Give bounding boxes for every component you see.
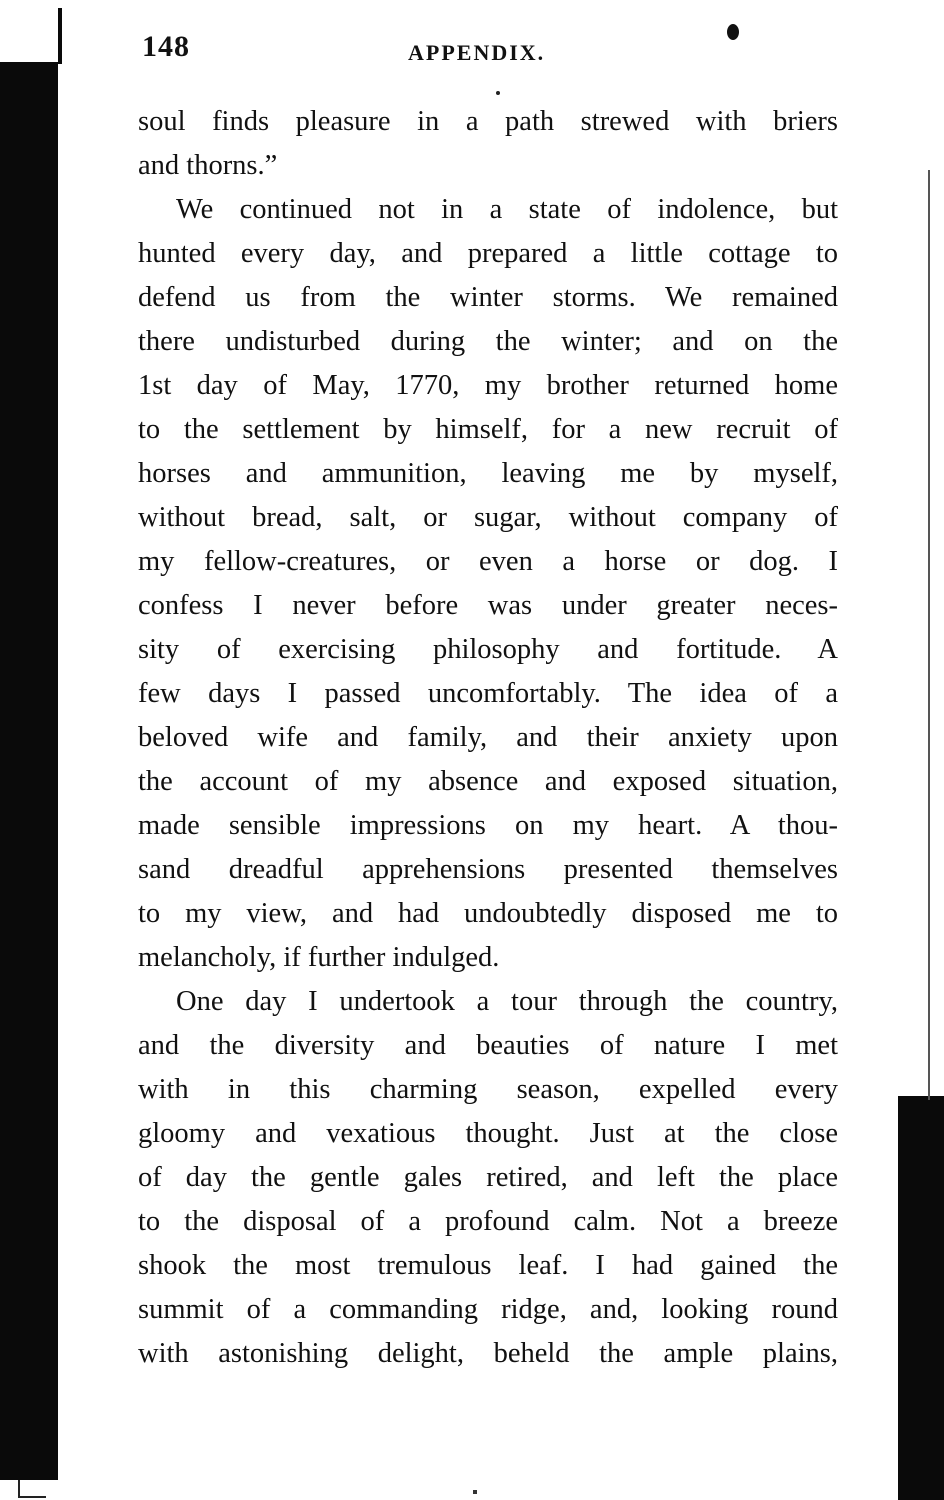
text-line: there undisturbed during the winter; and on the [138,326,838,357]
text-line: to the settlement by himself, for a new recruit of [138,414,838,445]
text-line: summit of a commanding ridge, and, looking round [138,1294,838,1325]
text-line: and thorns.” [138,150,278,181]
text-line: hunted every day, and prepared a little cottage to [138,238,838,269]
text-line: shook the most tremulous leaf. I had gained the [138,1250,838,1281]
text-line: beloved wife and family, and their anxiety upon [138,722,838,753]
body-text [138,100,838,1376]
text-line: few days I passed uncomfortably. The idea of a [138,678,838,709]
text-line: gloomy and vexatious thought. Just at the close [138,1118,838,1149]
text-line: 1st day of May, 1770, my brother returned home [138,370,838,401]
page-number: 148 [142,30,190,63]
text-line: defend us from the winter storms. We remained [138,282,838,313]
text-line: with astonishing delight, beheld the ample plains, [138,1338,838,1369]
ink-spot [727,24,739,40]
text-line: soul finds pleasure in a path strewed with briers [138,106,838,137]
text-line: melancholy, if further indulged. [138,942,500,973]
text-line: horses and ammunition, leaving me by myself, [138,458,838,489]
scan-bottom-rule [18,1496,46,1498]
text-line: We continued not in a state of indolence, but [176,194,838,225]
text-line: One day I undertook a tour through the country, [176,986,838,1017]
text-line: confess I never before was under greater neces- [138,590,838,621]
scan-left-shadow [0,62,58,1480]
text-line: sand dreadful apprehensions presented themselves [138,854,838,885]
text-line: of day the gentle gales retired, and left the place [138,1162,838,1193]
text-line: to the disposal of a profound calm. Not a breeze [138,1206,838,1237]
scan-edge-rule [58,8,62,64]
ink-dot-bottom [473,1490,477,1494]
scan-right-shadow [898,1096,944,1500]
ink-dot [496,91,500,95]
text-line: made sensible impressions on my heart. A thou- [138,810,838,841]
text-line: and the diversity and beauties of nature I met [138,1030,838,1061]
text-line: sity of exercising philosophy and fortitude. A [138,634,838,665]
text-line: with in this charming season, expelled every [138,1074,838,1105]
running-head: APPENDIX. [408,40,546,65]
text-line: my fellow-creatures, or even a horse or dog. I [138,546,838,577]
scan-right-edge [928,170,930,1100]
text-line: to my view, and had undoubtedly disposed me to [138,898,838,929]
text-line: the account of my absence and exposed situation, [138,766,838,797]
text-line: without bread, salt, or sugar, without company of [138,502,838,533]
